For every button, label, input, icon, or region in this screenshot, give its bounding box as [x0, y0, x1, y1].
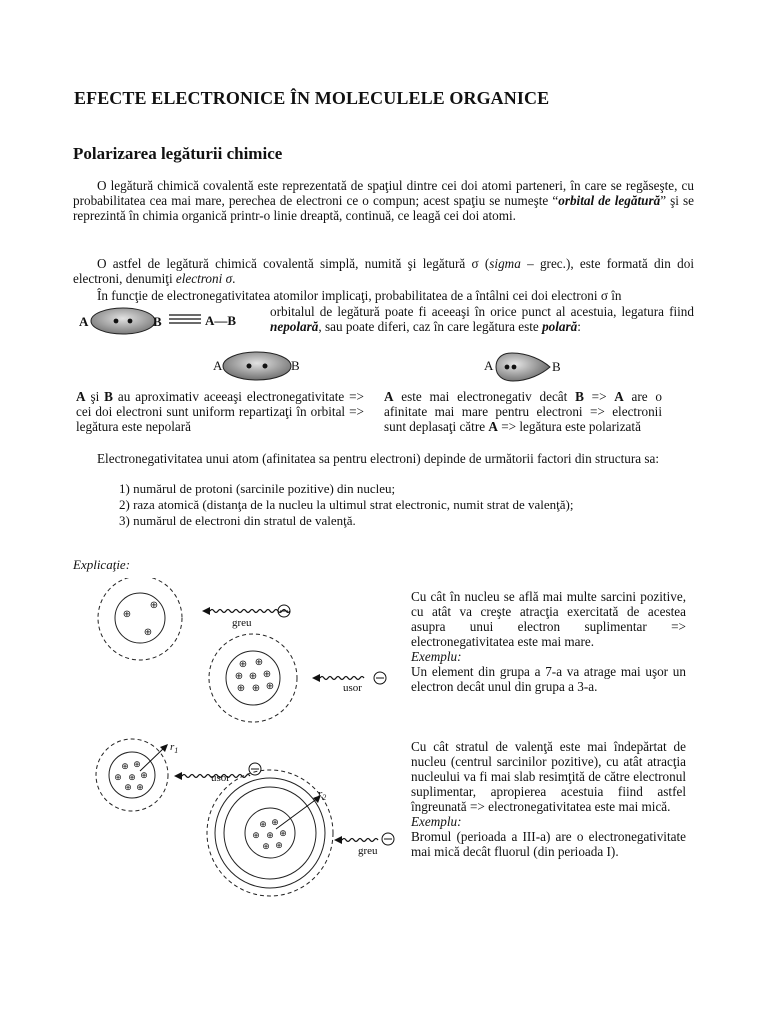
svg-text:⊕: ⊕: [252, 831, 260, 841]
svg-text:⊕: ⊕: [149, 600, 159, 611]
figure-atomic-radius: [90, 735, 410, 905]
fig2-label-hard: greu: [358, 845, 378, 857]
paragraph-electronegativity-rest: orbitalul de legătură poate fi aceeaşi în orice punct al acestuia, legatura fiind nepolară, sau poate diferi, caz în care legătura este polară:: [270, 304, 694, 334]
polar-atom-a: A: [484, 358, 494, 373]
nonpolar-orbital: [222, 350, 294, 382]
svg-text:⊕: ⊕: [248, 671, 258, 682]
svg-text:⊕: ⊕: [266, 831, 274, 841]
figure-nuclear-charge: [90, 578, 400, 728]
example-label-1: Exemplu:: [411, 649, 462, 664]
factor-item-valence-electrons: 3) numărul de electroni din stratul de valenţă.: [119, 513, 356, 528]
fig2-label-easy: usor: [211, 772, 230, 784]
fig1-label-hard: greu: [232, 617, 252, 629]
term-bond-orbital: orbital de legătură: [558, 193, 661, 208]
polar-orbital: [494, 350, 554, 384]
svg-text:⊕: ⊕: [254, 657, 264, 668]
svg-text:⊕: ⊕: [236, 683, 246, 694]
fig2-label-r1: $r_1$: [170, 741, 179, 756]
svg-text:⊕: ⊕: [114, 773, 122, 783]
paragraph-sigma-bond: O astfel de legătură chimică covalentă simplă, numită şi legătură σ (sigma – grec.), este formată din doi electroni, denumiţi electroni σ.: [73, 256, 695, 286]
diagram1-formula: A—B: [205, 313, 237, 328]
diagram1-atom-b: B: [153, 314, 162, 329]
diagram1-orbital: [90, 307, 160, 337]
svg-text:⊕: ⊕: [122, 609, 132, 620]
nonpolar-atom-b: B: [291, 358, 300, 373]
svg-text:⊕: ⊕: [133, 760, 141, 770]
svg-text:⊕: ⊕: [143, 627, 153, 638]
svg-text:⊕: ⊕: [124, 783, 132, 793]
svg-text:⊕: ⊕: [140, 771, 148, 781]
svg-text:⊕: ⊕: [265, 681, 275, 692]
fig2-label-r2: $r_2$: [318, 788, 327, 803]
term-sigma-electrons: electroni σ: [175, 271, 233, 286]
section-title: Polarizarea legăturii chimice: [73, 144, 283, 163]
svg-text:⊕: ⊕: [259, 820, 267, 830]
term-polar: polară: [542, 319, 578, 334]
svg-text:⊕: ⊕: [262, 842, 270, 852]
diagram1-atom-a: A: [79, 314, 89, 329]
svg-text:⊕: ⊕: [262, 669, 272, 680]
svg-text:⊕: ⊕: [234, 671, 244, 682]
svg-text:⊕: ⊕: [136, 783, 144, 793]
term-nonpolar: nepolară: [270, 319, 319, 334]
factor-item-protons: 1) numărul de protoni (sarcinile pozitive) din nucleu;: [119, 481, 396, 496]
example-label-2: Exemplu:: [411, 814, 462, 829]
page-title: EFECTE ELECTRONICE ÎN MOLECULELE ORGANICE: [74, 88, 550, 108]
paragraph-bond-definition: O legătură chimică covalentă este reprezentată de spaţiul dintre cei doi atomi parteneri, în care se regăseşte, cu probabilitatea cea mai mare, perechea de electroni ce o compun; acest spaţiu se numeşte “orbital de legătură” şi se reprezintă în chimia organică printr-o linie dreaptă, continuă, ce leagă cei doi atomi.: [73, 178, 694, 223]
equivalent-sign: [168, 312, 202, 326]
svg-text:⊕: ⊕: [128, 773, 136, 783]
paragraph-factors-intro: Electronegativitatea unui atom (afinitatea sa pentru electroni) depinde de următorii factori din structura sa:: [97, 451, 660, 466]
explanation-label: Explicaţie:: [73, 557, 131, 572]
svg-text:⊕: ⊕: [271, 818, 279, 828]
factor-item-radius: 2) raza atomică (distanţa de la nucleu la ultimul strat electronic, numit strat de valenţă);: [119, 497, 574, 512]
svg-text:⊕: ⊕: [238, 659, 248, 670]
nonpolar-atom-a: A: [213, 358, 223, 373]
svg-text:⊕: ⊕: [279, 829, 287, 839]
text-atomic-radius: Cu cât stratul de valenţă este mai îndepărtat de nucleu (centrul sarcinilor pozitive), cu atât atracţia nucleului va fi mai slab resimţită de către electronul suplimentar, apropierea acestuia fiind astfel îngreunată => electronegativitatea este mai mică. Exemplu: Bromul (perioada a III-a) are o electronegativitate mai mică decât fluorul (din perioada I).: [411, 739, 686, 859]
caption-polar: A este mai electronegativ decât B => A are o afinitate mai mare pentru electroni => electronii sunt deplasaţi către A => legătura este polarizată: [384, 389, 662, 434]
svg-text:⊕: ⊕: [275, 841, 283, 851]
svg-text:⊕: ⊕: [121, 762, 129, 772]
text-nuclear-charge: Cu cât în nucleu se află mai multe sarcini pozitive, cu atât va creşte atracţia exercitată de acestea asupra unui electron suplimentar => electronegativitatea este mai mare. Exemplu: Un element din grupa a 7-a va atrage mai uşor un electron decât unul din grupa a 3-a.: [411, 589, 686, 694]
paragraph-electronegativity-line1: În funcţie de electronegativitatea atomilor implicaţi, probabilitatea de a întâlni cei doi electroni σ în: [97, 288, 622, 303]
polar-atom-b: B: [552, 359, 561, 374]
caption-nonpolar: A şi B au aproximativ aceeaşi electronegativitate => cei doi electroni sunt uniform repartizaţi în orbital => legătura este nepolară: [76, 389, 364, 434]
svg-text:⊕: ⊕: [251, 683, 261, 694]
fig1-label-easy: usor: [343, 682, 362, 694]
